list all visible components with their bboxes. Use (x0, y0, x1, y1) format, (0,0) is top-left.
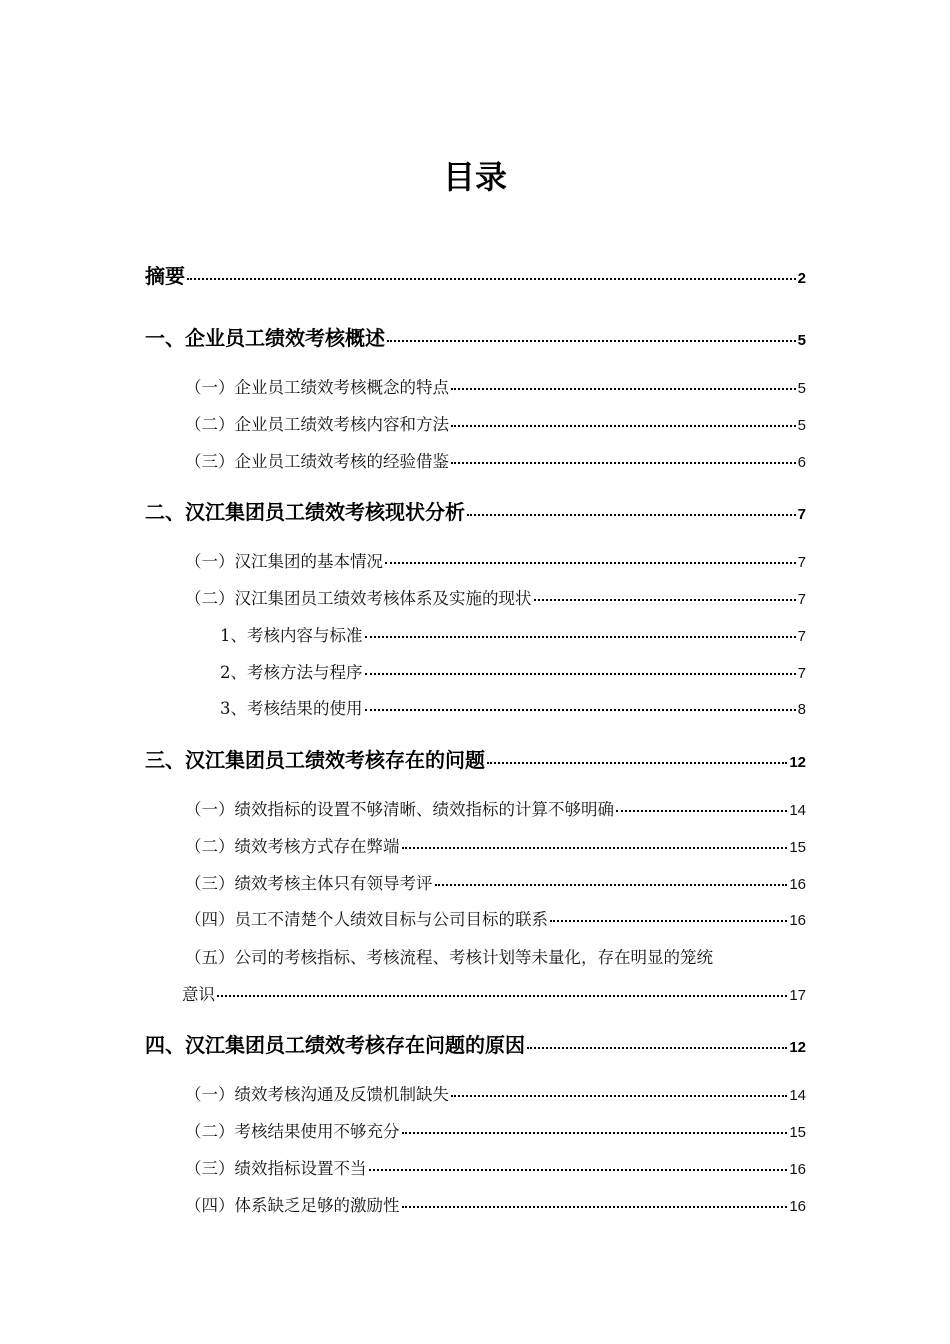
toc-entry-section[interactable] (185, 548, 806, 572)
toc-entry-label: （二）企业员工绩效考核内容和方法 (185, 415, 449, 434)
toc-entry-subsection[interactable] (220, 622, 806, 646)
toc-dot-leader (451, 425, 796, 427)
toc-entry-label: 四、汉江集团员工绩效考核存在问题的原因 (145, 1033, 525, 1057)
toc-entry-label: （二）考核结果使用不够充分 (185, 1122, 400, 1141)
toc-dot-leader (385, 562, 796, 564)
toc-entry-section[interactable] (185, 448, 806, 472)
toc-dot-leader (402, 1206, 788, 1208)
toc-page-number: 16 (789, 1161, 806, 1178)
toc-dot-leader (365, 673, 796, 675)
toc-page-number: 16 (789, 912, 806, 929)
toc-dot-leader (534, 599, 796, 601)
toc-entry-section[interactable] (185, 833, 806, 857)
toc-page-number: 7 (797, 591, 806, 608)
toc-page-number: 7 (797, 554, 806, 571)
toc-page-number: 15 (789, 1124, 806, 1141)
toc-dot-leader (451, 462, 796, 464)
toc-dot-leader (435, 884, 788, 886)
toc-page-number: 5 (797, 417, 806, 434)
toc-entry-label: 二、汉江集团员工绩效考核现状分析 (145, 500, 465, 524)
toc-page-number: 8 (797, 701, 806, 718)
toc-page-number: 5 (797, 380, 806, 397)
toc-entry-label: （四）体系缺乏足够的激励性 (185, 1196, 400, 1215)
toc-page-number: 7 (797, 665, 806, 682)
toc-dot-leader (387, 340, 796, 342)
toc-dot-leader (369, 1169, 788, 1171)
toc-entry-label: （四）员工不清楚个人绩效目标与公司目标的联系 (185, 910, 548, 929)
toc-entry-label: （三）绩效考核主体只有领导考评 (185, 874, 433, 893)
toc-entry-subsection[interactable] (220, 659, 806, 683)
toc-entry-label: （二）汉江集团员工绩效考核体系及实施的现状 (185, 589, 532, 608)
toc-dot-leader (365, 709, 796, 711)
toc-entry-label: （一）绩效考核沟通及反馈机制缺失 (185, 1085, 449, 1104)
toc-entry-section[interactable] (182, 981, 806, 1005)
toc-page-number: 16 (789, 1198, 806, 1215)
toc-dot-leader (550, 920, 787, 922)
toc-entry-section[interactable] (185, 1118, 806, 1142)
toc-dot-leader (451, 1095, 787, 1097)
toc-dot-leader (527, 1047, 787, 1049)
toc-page-number: 14 (789, 802, 806, 819)
toc-entry-section[interactable] (185, 1192, 806, 1216)
toc-entry-label-line1[interactable]: （五）公司的考核指标、考核流程、考核计划等未量化，存在明显的笼统 (185, 948, 713, 967)
toc-entry-section[interactable] (185, 870, 806, 894)
toc-entry-label: 三、汉江集团员工绩效考核存在的问题 (145, 748, 485, 772)
toc-dot-leader (487, 762, 787, 764)
toc-entry-section[interactable] (185, 374, 806, 398)
toc-entry-label: 摘要 (145, 264, 185, 288)
toc-page-number: 16 (789, 876, 806, 893)
toc-dot-leader (187, 278, 796, 280)
toc-entry-chapter-2[interactable] (145, 496, 806, 525)
toc-dot-leader (217, 995, 787, 997)
toc-entry-section[interactable] (185, 796, 806, 820)
toc-dot-leader (365, 636, 796, 638)
toc-page-number: 5 (797, 332, 806, 349)
toc-dot-leader (402, 847, 788, 849)
toc-page-number: 12 (789, 754, 806, 771)
toc-entry-label: 一、企业员工绩效考核概述 (145, 326, 385, 350)
toc-entry-label: 2、考核方法与程序 (220, 663, 363, 682)
toc-dot-leader (616, 810, 787, 812)
toc-page-number: 2 (797, 270, 806, 287)
toc-entry-label: （三）企业员工绩效考核的经验借鉴 (185, 452, 449, 471)
toc-entry-label: 3、考核结果的使用 (220, 699, 363, 718)
toc-page-number: 7 (797, 506, 806, 523)
toc-entry-chapter-1[interactable] (145, 322, 806, 351)
toc-entry-label: （二）绩效考核方式存在弊端 (185, 837, 400, 856)
toc-dot-leader (467, 514, 796, 516)
toc-entry-label: （一）汉江集团的基本情况 (185, 552, 383, 571)
toc-page-number: 17 (789, 987, 806, 1004)
toc-entry-abstract[interactable] (145, 260, 806, 289)
toc-dot-leader (402, 1132, 788, 1134)
toc-entry-subsection[interactable] (220, 695, 806, 719)
toc-page-number: 12 (789, 1039, 806, 1056)
toc-page-number: 7 (797, 628, 806, 645)
toc-entry-label: （一）企业员工绩效考核概念的特点 (185, 378, 449, 397)
toc-entry-label: 1、考核内容与标准 (220, 626, 363, 645)
toc-page-number: 6 (797, 454, 806, 471)
toc-entry-chapter-3[interactable] (145, 744, 806, 773)
toc-entry-section[interactable] (185, 1155, 806, 1179)
toc-entry-section[interactable] (185, 1081, 806, 1105)
toc-page-number: 15 (789, 839, 806, 856)
toc-entry-label: 意识 (182, 985, 215, 1004)
toc-entry-label: （三）绩效指标设置不当 (185, 1159, 367, 1178)
toc-entry-chapter-4[interactable] (145, 1029, 806, 1058)
toc-entry-section[interactable] (185, 906, 806, 930)
toc-dot-leader (451, 388, 796, 390)
toc-entry-section[interactable] (185, 585, 806, 609)
toc-entry-label: （一）绩效指标的设置不够清晰、绩效指标的计算不够明确 (185, 800, 614, 819)
page-title: 目录 (442, 158, 507, 196)
toc-entry-section[interactable] (185, 411, 806, 435)
toc-page-number: 14 (789, 1087, 806, 1104)
